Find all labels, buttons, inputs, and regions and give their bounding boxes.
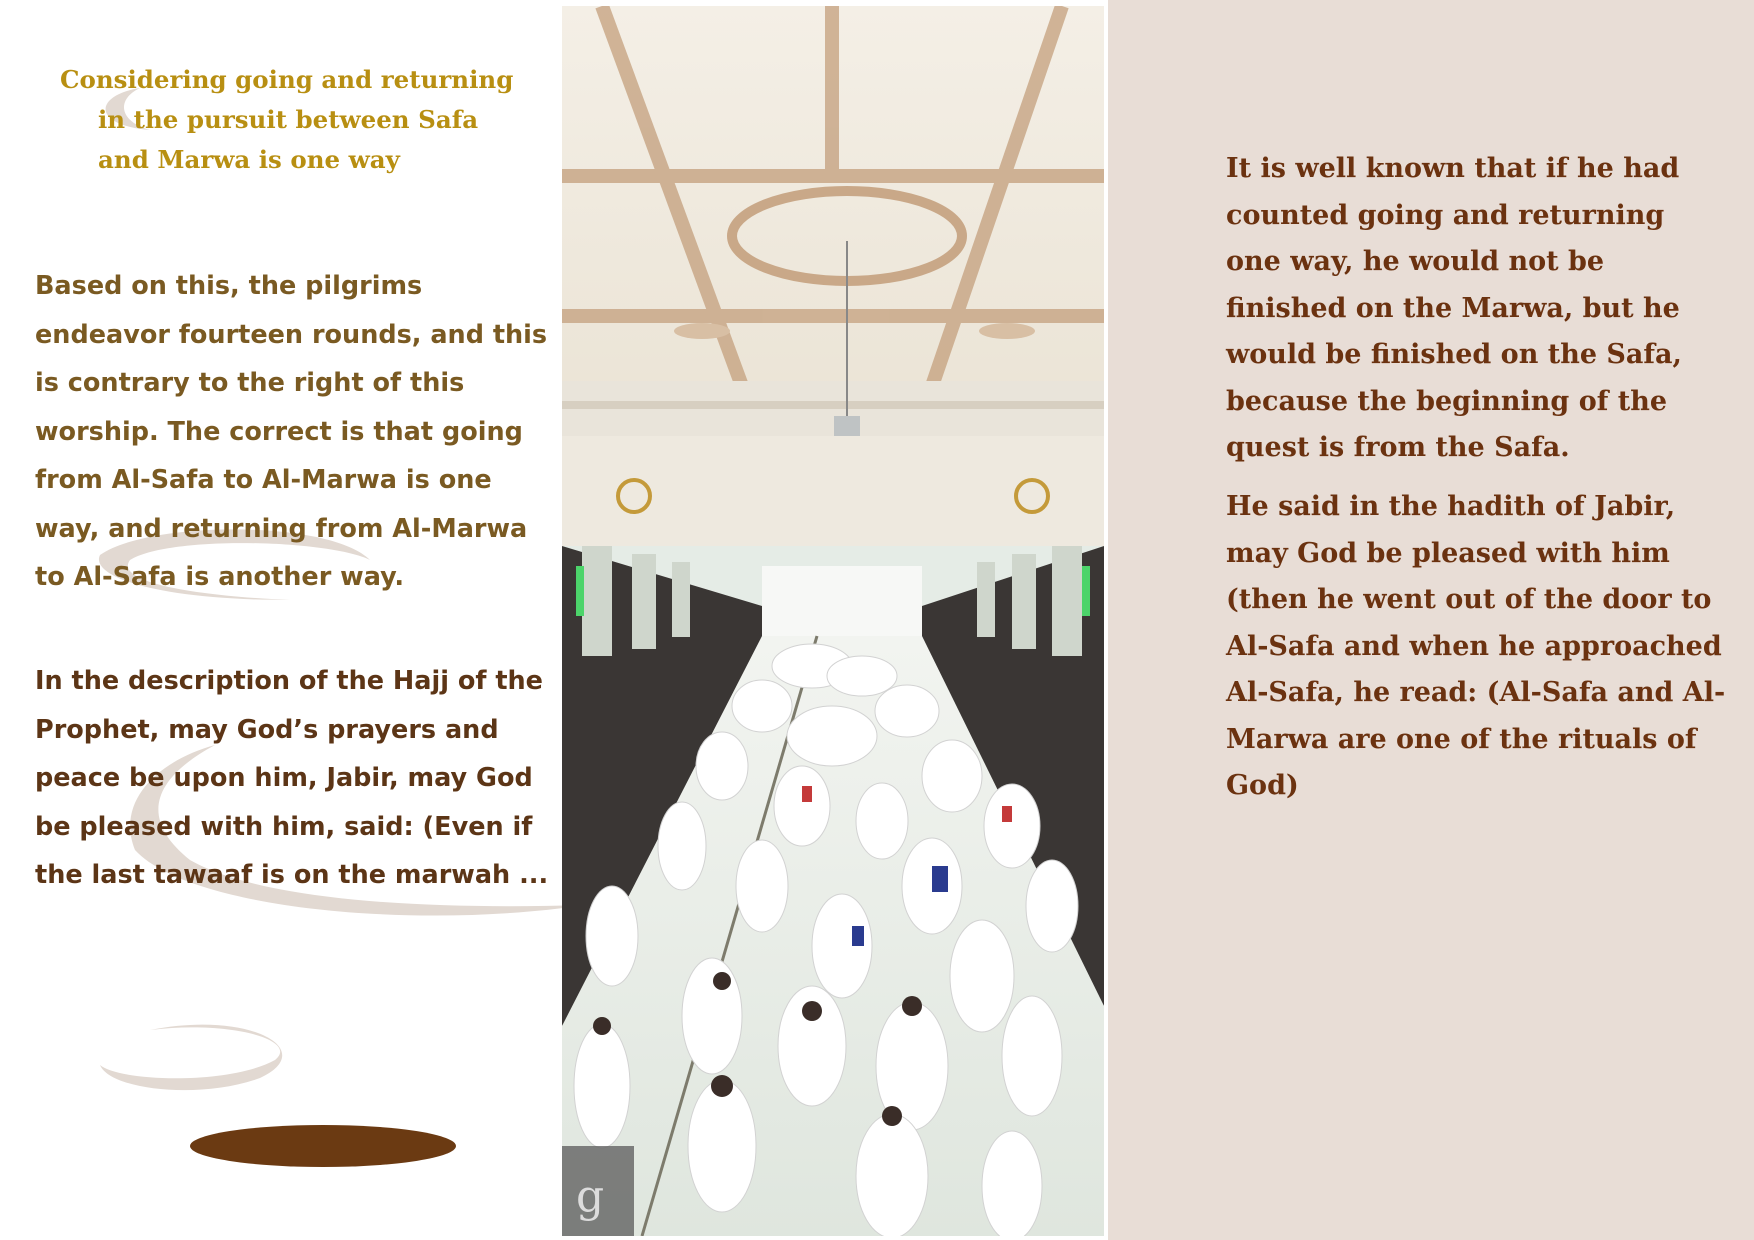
decorative-brown-oval [190, 1125, 456, 1167]
heading-line-1: Considering going and returning [60, 65, 514, 94]
left-paragraph-2: In the description of the Hajj of the Prophet, may God’s prayers and peace be upon him, Jabir, may God be pleased with him, said: (Even if the last tawaaf is on the marwah ... [35, 666, 549, 890]
right-paragraph-1: It is well known that if he had counted going and returning one way, he would not be finished on the Marwa, but he would be finished on the Safa, because the beginning of the quest is from the Safa. [1226, 153, 1682, 463]
left-paragraph-1: Based on this, the pilgrims endeavor fourteen rounds, and this is contrary to the right of this worship. The correct is that going from Al-Safa to Al-Marwa is one way, and returning from Al-Marwa to Al-Safa is another way. [35, 271, 548, 592]
decorative-swirls [0, 0, 600, 1240]
swirl-bottom [100, 1025, 282, 1091]
heading-line-2: in the pursuit between Safa [98, 105, 479, 134]
heading-line-3: and Marwa is one way [98, 145, 400, 174]
photo-watermark: g [576, 1171, 605, 1222]
pilgrims-corridor-photo [562, 6, 1104, 1236]
right-paragraph-2: He said in the hadith of Jabir, may God be pleased with him (then he went out of the door to Al-Safa and when he approached Al-Safa, he read: (Al-Safa and Al-Marwa are one of the rituals of God) [1226, 491, 1726, 801]
section-heading [60, 60, 530, 180]
